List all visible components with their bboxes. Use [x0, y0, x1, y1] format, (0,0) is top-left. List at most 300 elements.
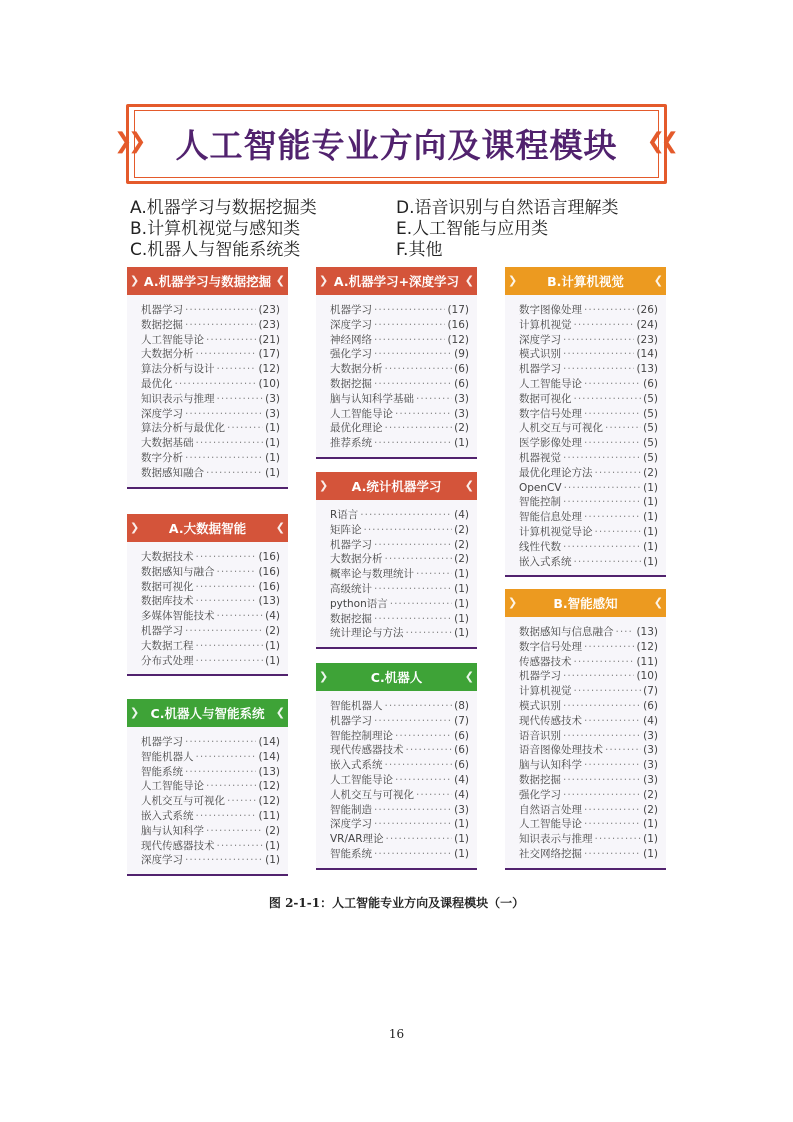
course-row: [141, 333, 288, 348]
course-name: 数据感知融合: [141, 466, 204, 479]
course-row: [519, 451, 666, 466]
course-count: (4): [454, 773, 469, 786]
course-count: (3): [643, 729, 658, 742]
dot-leader: [217, 392, 264, 407]
course-row: [141, 794, 288, 809]
course-name: 机器视觉: [519, 451, 561, 464]
course-name: 深度学习: [141, 854, 183, 867]
course-count: (3): [454, 392, 469, 405]
course-row: [519, 788, 666, 803]
course-count: (1): [643, 540, 658, 553]
panel-title: C.机器人: [370, 670, 423, 685]
dot-leader: [196, 580, 257, 595]
course-count: (2): [643, 466, 658, 479]
course-row: [519, 640, 666, 655]
dot-leader: [374, 538, 452, 553]
category-item: B.计算机视觉与感知类: [130, 219, 301, 239]
dot-leader: [574, 555, 642, 570]
course-count: (1): [265, 639, 280, 652]
course-row: [141, 853, 288, 868]
course-row: [519, 743, 666, 758]
course-count: (1): [454, 437, 469, 450]
course-name: 机器学习: [330, 304, 372, 316]
course-name: 语音图像处理技术: [519, 744, 603, 757]
panel-a-stat: [316, 472, 477, 649]
course-name: 大数据分析: [330, 363, 383, 376]
course-name: 现代传感器技术: [141, 839, 215, 852]
dot-leader: [595, 832, 642, 847]
dot-leader: [374, 847, 452, 862]
dot-leader: [185, 765, 256, 780]
dot-leader: [196, 550, 257, 565]
figure-caption: 图 2-1-1：人工智能专业方向及课程模块（一）: [268, 896, 525, 910]
course-row: [519, 392, 666, 407]
panel-body: [127, 542, 288, 676]
course-row: [330, 832, 477, 847]
chevron-left-icon: ❮: [653, 274, 663, 287]
course-row: [330, 729, 477, 744]
category-item: C.机器人与智能系统类: [130, 240, 301, 260]
course-row: [141, 550, 288, 565]
panel-body: [505, 295, 666, 577]
panel-header: [316, 472, 477, 500]
dot-leader: [206, 824, 263, 839]
course-count: (5): [643, 407, 658, 420]
course-count: (10): [258, 377, 280, 390]
panel-title: B.智能感知: [553, 596, 618, 611]
course-name: 神经网络: [330, 333, 372, 346]
course-name: 计算机视觉: [519, 685, 572, 698]
course-row: [519, 481, 666, 496]
course-row: [330, 436, 477, 451]
course-count: (2): [454, 553, 469, 566]
chevron-right-icon: ❯: [508, 596, 518, 609]
course-row: [519, 303, 666, 318]
course-row: [141, 779, 288, 794]
course-row: [141, 824, 288, 839]
course-row: [330, 508, 477, 523]
panel-a-bigdata: [127, 514, 288, 676]
dot-leader: [584, 640, 634, 655]
course-name: 多媒体智能技术: [141, 610, 215, 623]
course-count: (13): [636, 626, 658, 638]
course-row: [141, 639, 288, 654]
course-row: [519, 421, 666, 436]
course-count: (23): [258, 304, 280, 316]
course-count: (4): [454, 788, 469, 801]
course-name: VR/AR理论: [330, 833, 384, 846]
course-name: 数据感知与信息融合: [519, 626, 614, 638]
course-count: (7): [643, 685, 658, 698]
panel-body: [127, 727, 288, 876]
course-count: (12): [636, 640, 658, 653]
course-name: 模式识别: [519, 348, 561, 361]
course-name: 人工智能导论: [519, 818, 582, 831]
panel-body: [127, 295, 288, 489]
course-name: 现代传感技术: [519, 714, 582, 727]
dot-leader: [196, 809, 257, 824]
course-name: 大数据工程: [141, 639, 194, 652]
dot-leader: [584, 436, 641, 451]
course-name: 机器学习: [141, 624, 183, 637]
course-count: (4): [454, 509, 469, 521]
page-title: 人工智能专业方向及课程模块: [175, 126, 618, 165]
dot-leader: [616, 625, 635, 640]
dot-leader: [584, 803, 641, 818]
dot-leader: [584, 377, 641, 392]
course-count: (1): [454, 582, 469, 595]
panel-title: A.统计机器学习: [351, 479, 442, 494]
course-row: [330, 612, 477, 627]
panel-title: A.机器学习+深度学习: [333, 274, 460, 289]
dot-leader: [406, 743, 453, 758]
panel-body: [505, 617, 666, 870]
course-row: [330, 421, 477, 436]
course-count: (10): [636, 670, 658, 683]
course-name: 概率论与数理统计: [330, 568, 414, 581]
course-row: [141, 377, 288, 392]
dot-leader: [196, 654, 264, 669]
course-name: 嵌入式系统: [141, 809, 194, 822]
course-row: [141, 809, 288, 824]
course-count: (3): [265, 392, 280, 405]
dot-leader: [374, 318, 445, 333]
chevron-left-icon: ❮: [653, 596, 663, 609]
course-name: 数字分析: [141, 451, 183, 464]
chevron-left-icon: ❮: [464, 479, 474, 492]
course-name: 强化学习: [330, 348, 372, 361]
course-count: (4): [643, 714, 658, 727]
panel-title: A.机器学习与数据挖掘: [143, 274, 272, 289]
course-name: 智能机器人: [141, 750, 194, 763]
course-row: [519, 625, 666, 640]
course-row: [141, 594, 288, 609]
dot-leader: [385, 552, 453, 567]
course-count: (6): [454, 759, 469, 772]
course-row: [519, 333, 666, 348]
course-row: [330, 803, 477, 818]
course-name: 人工智能导论: [519, 377, 582, 390]
dot-leader: [360, 508, 452, 523]
dot-leader: [217, 362, 257, 377]
page-number: 16: [388, 1027, 405, 1041]
category-item: D.语音识别与自然语言理解类: [396, 198, 619, 218]
course-row: [330, 773, 477, 788]
course-count: (1): [265, 654, 280, 667]
course-row: [330, 758, 477, 773]
dot-leader: [416, 788, 452, 803]
panel-header: [505, 267, 666, 295]
dot-leader: [196, 594, 257, 609]
course-count: (1): [454, 847, 469, 860]
dot-leader: [574, 655, 635, 670]
course-name: 智能制造: [330, 803, 372, 816]
course-count: (3): [454, 407, 469, 420]
dot-leader: [364, 523, 453, 538]
course-row: [141, 624, 288, 639]
course-row: [141, 609, 288, 624]
course-name: 传感器技术: [519, 655, 572, 668]
course-name: 智能控制: [519, 496, 561, 509]
course-row: [141, 451, 288, 466]
course-row: [330, 847, 477, 862]
course-row: [330, 626, 477, 641]
course-count: (12): [258, 795, 280, 808]
course-name: 计算机视觉导论: [519, 525, 593, 538]
course-row: [330, 303, 477, 318]
dot-leader: [385, 758, 453, 773]
course-row: [519, 466, 666, 481]
course-count: (17): [447, 304, 469, 316]
course-row: [519, 495, 666, 510]
course-name: 分布式处理: [141, 654, 194, 667]
course-count: (1): [454, 568, 469, 581]
dot-leader: [374, 714, 452, 729]
course-count: (5): [643, 437, 658, 450]
dot-leader: [416, 392, 452, 407]
course-name: OpenCV: [519, 481, 562, 494]
course-name: 智能信息处理: [519, 511, 582, 524]
course-count: (14): [636, 348, 658, 361]
course-row: [330, 567, 477, 582]
course-name: 脑与认知科学基础: [330, 392, 414, 405]
dot-leader: [563, 773, 641, 788]
course-row: [519, 847, 666, 862]
course-name: 深度学习: [330, 318, 372, 331]
course-count: (13): [258, 765, 280, 778]
chevron-right-icon: ❯: [319, 670, 329, 683]
course-name: 智能系统: [330, 847, 372, 860]
course-count: (2): [454, 422, 469, 435]
course-count: (1): [643, 525, 658, 538]
course-name: 知识表示与推理: [519, 833, 593, 846]
course-count: (1): [454, 833, 469, 846]
course-row: [141, 765, 288, 780]
course-row: [519, 714, 666, 729]
course-name: 深度学习: [141, 407, 183, 420]
dot-leader: [185, 318, 256, 333]
dot-leader: [374, 582, 452, 597]
course-count: (3): [643, 759, 658, 772]
course-name: 深度学习: [330, 818, 372, 831]
course-count: (12): [447, 333, 469, 346]
panel-body: [316, 500, 477, 649]
course-name: 现代传感器技术: [330, 744, 404, 757]
dot-leader: [416, 567, 452, 582]
course-row: [141, 580, 288, 595]
course-row: [519, 729, 666, 744]
course-count: (2): [265, 624, 280, 637]
course-row: [141, 750, 288, 765]
dot-leader: [584, 303, 634, 318]
dot-leader: [563, 333, 634, 348]
course-row: [330, 714, 477, 729]
course-row: [141, 362, 288, 377]
course-count: (16): [258, 551, 280, 563]
course-count: (17): [258, 348, 280, 361]
course-row: [519, 555, 666, 570]
course-count: (1): [643, 511, 658, 524]
dot-leader: [584, 714, 641, 729]
course-row: [330, 788, 477, 803]
course-row: [519, 540, 666, 555]
course-row: [330, 392, 477, 407]
course-count: (3): [265, 407, 280, 420]
course-name: 数字图像处理: [519, 304, 582, 316]
course-count: (2): [265, 824, 280, 837]
course-name: 医学影像处理: [519, 437, 582, 450]
course-count: (3): [643, 744, 658, 757]
course-count: (23): [636, 333, 658, 346]
course-name: 智能机器人: [330, 700, 383, 712]
chevron-left-icon: ❮: [464, 670, 474, 683]
course-count: (12): [258, 780, 280, 793]
course-name: 大数据基础: [141, 437, 194, 450]
course-row: [330, 523, 477, 538]
course-count: (1): [454, 612, 469, 625]
dot-leader: [395, 729, 452, 744]
course-name: 脑与认知科学: [519, 759, 582, 772]
course-row: [519, 377, 666, 392]
course-count: (2): [454, 538, 469, 551]
course-count: (14): [258, 736, 280, 748]
title-banner: [114, 104, 679, 184]
dot-leader: [563, 729, 641, 744]
chevron-left-icon: ❮: [275, 521, 285, 534]
course-count: (11): [258, 809, 280, 822]
course-count: (1): [454, 818, 469, 831]
category-item: A.机器学习与数据挖掘类: [130, 198, 317, 218]
course-count: (21): [258, 333, 280, 346]
course-name: 大数据分析: [141, 348, 194, 361]
dot-leader: [217, 609, 264, 624]
course-name: 数据库技术: [141, 595, 194, 608]
course-name: 人机交互与可视化: [519, 422, 603, 435]
course-count: (1): [454, 597, 469, 610]
dot-leader: [574, 392, 642, 407]
course-count: (1): [643, 847, 658, 860]
course-count: (5): [643, 422, 658, 435]
course-count: (5): [643, 392, 658, 405]
course-name: 线性代数: [519, 540, 561, 553]
course-count: (1): [643, 833, 658, 846]
chevron-right-icon: ❮: [660, 129, 679, 154]
panel-a-ml-dm: [127, 267, 288, 489]
panel-body: [316, 691, 477, 870]
course-name: R语言: [330, 509, 359, 521]
course-count: (2): [643, 803, 658, 816]
course-name: 大数据技术: [141, 551, 194, 563]
course-count: (1): [265, 422, 280, 435]
course-count: (11): [636, 655, 658, 668]
course-count: (9): [454, 348, 469, 361]
course-name: 数据挖掘: [330, 612, 372, 625]
dot-leader: [574, 318, 635, 333]
dot-leader: [196, 436, 264, 451]
course-count: (24): [636, 318, 658, 331]
chevron-left-icon: ❯: [114, 129, 133, 154]
chevron-left-icon: ❯: [128, 129, 147, 154]
course-row: [330, 347, 477, 362]
course-count: (1): [265, 854, 280, 867]
dot-leader: [217, 565, 257, 580]
course-row: [141, 436, 288, 451]
course-name: 人工智能导论: [330, 407, 393, 420]
course-row: [519, 832, 666, 847]
course-count: (6): [454, 729, 469, 742]
course-name: 嵌入式系统: [330, 759, 383, 772]
course-count: (1): [643, 555, 658, 568]
course-count: (3): [643, 773, 658, 786]
course-name: 社交网络挖掘: [519, 847, 582, 860]
course-row: [141, 839, 288, 854]
course-row: [330, 318, 477, 333]
chevron-right-icon: ❮: [646, 129, 665, 154]
course-row: [519, 684, 666, 699]
dot-leader: [206, 466, 263, 481]
dot-leader: [217, 839, 264, 854]
dot-leader: [595, 466, 642, 481]
course-row: [519, 773, 666, 788]
course-name: 人工智能导论: [141, 780, 204, 793]
course-count: (6): [454, 377, 469, 390]
dot-leader: [374, 803, 452, 818]
panel-title: B.计算机视觉: [547, 274, 624, 289]
course-count: (12): [258, 363, 280, 376]
course-row: [519, 758, 666, 773]
course-name: 人机交互与可视化: [141, 795, 225, 808]
dot-leader: [563, 540, 641, 555]
course-row: [519, 510, 666, 525]
course-count: (6): [643, 699, 658, 712]
course-row: [141, 318, 288, 333]
dot-leader: [386, 832, 453, 847]
panel-header: [316, 663, 477, 691]
category-item: F.其他: [396, 240, 443, 260]
course-name: 最优化: [141, 377, 173, 390]
course-name: 数据可视化: [141, 580, 194, 593]
course-name: 数据挖掘: [519, 773, 561, 786]
dot-leader: [175, 377, 257, 392]
dot-leader: [595, 525, 642, 540]
course-row: [141, 654, 288, 669]
course-name: 智能控制理论: [330, 729, 393, 742]
dot-leader: [185, 451, 263, 466]
course-row: [519, 407, 666, 422]
course-count: (23): [258, 318, 280, 331]
course-row: [519, 803, 666, 818]
panel-header: [505, 589, 666, 617]
course-row: [141, 392, 288, 407]
course-name: 机器学习: [141, 736, 183, 748]
course-name: 推荐系统: [330, 437, 372, 450]
course-row: [330, 582, 477, 597]
course-row: [141, 303, 288, 318]
category-item: E.人工智能与应用类: [396, 219, 549, 239]
course-row: [519, 817, 666, 832]
course-count: (13): [636, 363, 658, 376]
dot-leader: [374, 377, 452, 392]
course-count: (7): [454, 714, 469, 727]
course-name: 人工智能导论: [141, 333, 204, 346]
dot-leader: [563, 495, 641, 510]
chevron-left-icon: ❮: [464, 274, 474, 287]
chevron-right-icon: ❯: [319, 274, 329, 287]
chevron-left-icon: ❮: [275, 274, 285, 287]
dot-leader: [374, 347, 452, 362]
course-count: (2): [643, 788, 658, 801]
course-name: 语音识别: [519, 729, 561, 742]
